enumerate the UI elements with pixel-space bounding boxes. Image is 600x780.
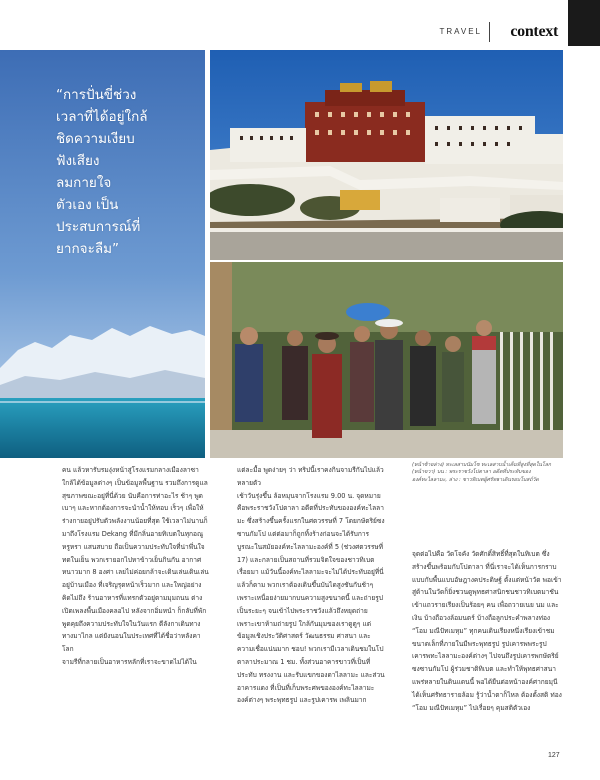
paragraph: จามรีที่กลายเป็นอาหารหลักที่เราจะขาดไม่ได้ใน bbox=[62, 657, 197, 666]
pilgrims-photo bbox=[210, 262, 563, 458]
section-label: TRAVEL bbox=[439, 27, 482, 36]
body-column-2 bbox=[237, 464, 385, 707]
paragraph: แต่ละมื้อ พูดง่ายๆ ว่า ทริปนี้เราคงกินจามรีกันไปแล้วหลายตัว bbox=[237, 466, 384, 487]
photo-caption: (หน้าซ้ายล่าง) ทะเลสาบนัมโซ ทะเลสาบน้ำเค็มที่สูงที่สุดในโลก (หน้าขวา) บน : พระราชวังโปตาลา อดีตที่ประทับของ องค์ทะไลลามะ, ล่าง : ชาวทิเบตผู้ศรัทธาเดินรอบโบสถ์วัด bbox=[412, 462, 552, 483]
page-header bbox=[0, 0, 600, 46]
magazine-name: context bbox=[510, 23, 558, 40]
potala-palace-photo bbox=[210, 50, 563, 260]
body-column-1 bbox=[62, 464, 210, 669]
pilgrims-image bbox=[210, 262, 563, 458]
paragraph: คน แล้วหารับรมงุ่งหน้าสู่โรงแรมกลางเมืองลาซา ใกล้ได้ข้อมูลต่างๆ เป็นข้อมูลพื้นฐาน รวมถึงการดูแลสุขภาพขณะอยู่ที่นี่ด้วย นับคือการท่าอะไร ช้าๆ พูดเบาๆ และหากต้องการจะนำน้ำให้ทอบ เร็วๆ เพื่อให้ร่างกายอยู่ปรับตัวพลังงานน้อยที่สุด ใช้เวลาไม่นานก็มาถึงโรงแรม Dekang ที่มีกลิ่นอายทิเบตในทุกอณู หรูหรา แสนสบาย ถือเป็นความประทับใจที่น่าพึ่นใจ bbox=[62, 466, 208, 551]
hero-lake-photo bbox=[0, 50, 205, 458]
paragraph: จุดต่อไปคือ วัดโจคัง วัดศักดิ์สิทธิ์ที่สุดในทิเบต ซึ่งสร้างขึ้นพร้อมกับโปตาลา ที่นี่เราจะได้เห็นการกราบแบบกับพื้นแบบอัษฎางคประดิษฐ์ ตั้งแต่หน้าวัด พอเข้าสู่ด้านในวัดก็ยิ่งชวนดูพุทธศาสนิกชนชาวทิเบตมาชันเข้าแถวรายเรียงเป็นร้อยๆ คน เพื่อถวายเนย นม และเงิน บ้างถือวงล้อมนตร์ บ้างถือลูกประคำพลางท่อง “โอม มณีปัทเมหุม” ทุกคนเดินเรียงหนึ่งเรียงเข้าชมขนาดเล็กที่ภายในมีพระพุทธรูป รูปเคารพพระรูปเคารพทะไลลามะองค์ต่างๆ ไปจนถึงรูปเคารพกษัตริย์ซงซานกัมโป ผู้ร่วมชาติทิเบต และทำให้พุทธศาสนาแพร่หลายในดินแดนนี้ พอได้ยืนต่อหน้าองค์ศากยมุนี ได้เห็นศรัทธารายล้อม รู้ว่าน้ำตาก็ไหล ต้องตั้งสติ ท่อง “โอม มณีปัทเมหุม” ไปเรื่อยๆ คุมสติตัวเอง bbox=[412, 550, 562, 712]
body-column-3 bbox=[412, 548, 562, 714]
corner-block bbox=[568, 0, 600, 46]
header-divider bbox=[489, 22, 490, 42]
potala-palace-image bbox=[210, 50, 563, 260]
page-number: 127 bbox=[548, 752, 560, 759]
paragraph: เช้าวันรุ่งขึ้น ล้อหมุนจากโรงแรม 9.00 น. จุดหมายคือพระราชวังโปตาลา อดีตที่ประทับขององค์ทะไลลามะ ซึ่งสร้างขึ้นครั้งแรกในศตวรรษที่ 7 โดยกษัตริย์ซงซานกัมโป แต่ต่อมาก็ถูกทิ้งร้างก่อนจะได้รับการบูรณะในสมัยองค์ทะไลลามะองค์ที่ 5 (ช่วงศตวรรษที่ 17) และกลายเป็นสถานที่รวมจิตใจของชาวทิเบตเรื่อยมา แม้วันนี้องค์ทะไลลามะจะไม่ได้ประทับอยู่ที่นี่แล้วก็ตาม พวกเราต้องเดินขึ้นบันไดสูงชันกันช้าๆ เพราะเหนื่อยง่ายมากบนความสูงขนาดนี้ และถ่ายรูปเป็นระยะๆ จนเข้าไปพระราชวังแล้วถึงหยุดถ่าย เพราะเขาห้ามถ่ายรูป ใกล้กันมุมของเราดูตูๆ แต่ข้อมูลเชิงประวัติศาสตร์ วัฒนธรรม ศาสนา และความเชื่อแน่นมาก ชอบ! พวกเรามีเวลาเดินชมในโปตาลาประมาณ 1 ชม. ทั้งส่วนอาคารขาวที่เป็นที่ประทับ ทรงงาน และรับแขกของดาไลลามะ และส่วนอาคารแดง ที่เป็นที่เก็บพระศพขององค์ทะไลลามะองค์ต่างๆ พระพุทธรูป และรูปเคารพ เพลินมาก bbox=[237, 491, 385, 705]
paragraph: ทดในเย็น พวกเรายอกไปหาข้าวเย็นกินกัน อากาศหนาวมาก 8 องศา เลยไม่ค่อยกล้าจะเดินเล่นเดินเล่นอยู่บ้านเมือง ที่เจริญรุดหน้าเร็วมาก และใหญ่อย่างคิดไม่ถึง ร้านอาหารที่แทรกตัวอยู่ตามมุมถนน ต่างเปิดเพลงพื้นเมืองคลอไป หลังจากอิ่มหนำ ก็กลับที่พักพูดคุยถึงความประทับใจในวันแรก ตีลังกาเดินทางทางมาไกล แต่ยังนอนในประเทศที่ได้ชื่อว่าหลังคาโลก bbox=[62, 555, 209, 654]
pull-quote: “การปั่นขี่ช่วง เวลาที่ได้อยู่ใกล้ ชิดความเงียบ ฟังเสียง ลมกายใจ ตัวเอง เป็น ประสบการณ์ที่ ยากจะลืม” bbox=[56, 87, 148, 257]
